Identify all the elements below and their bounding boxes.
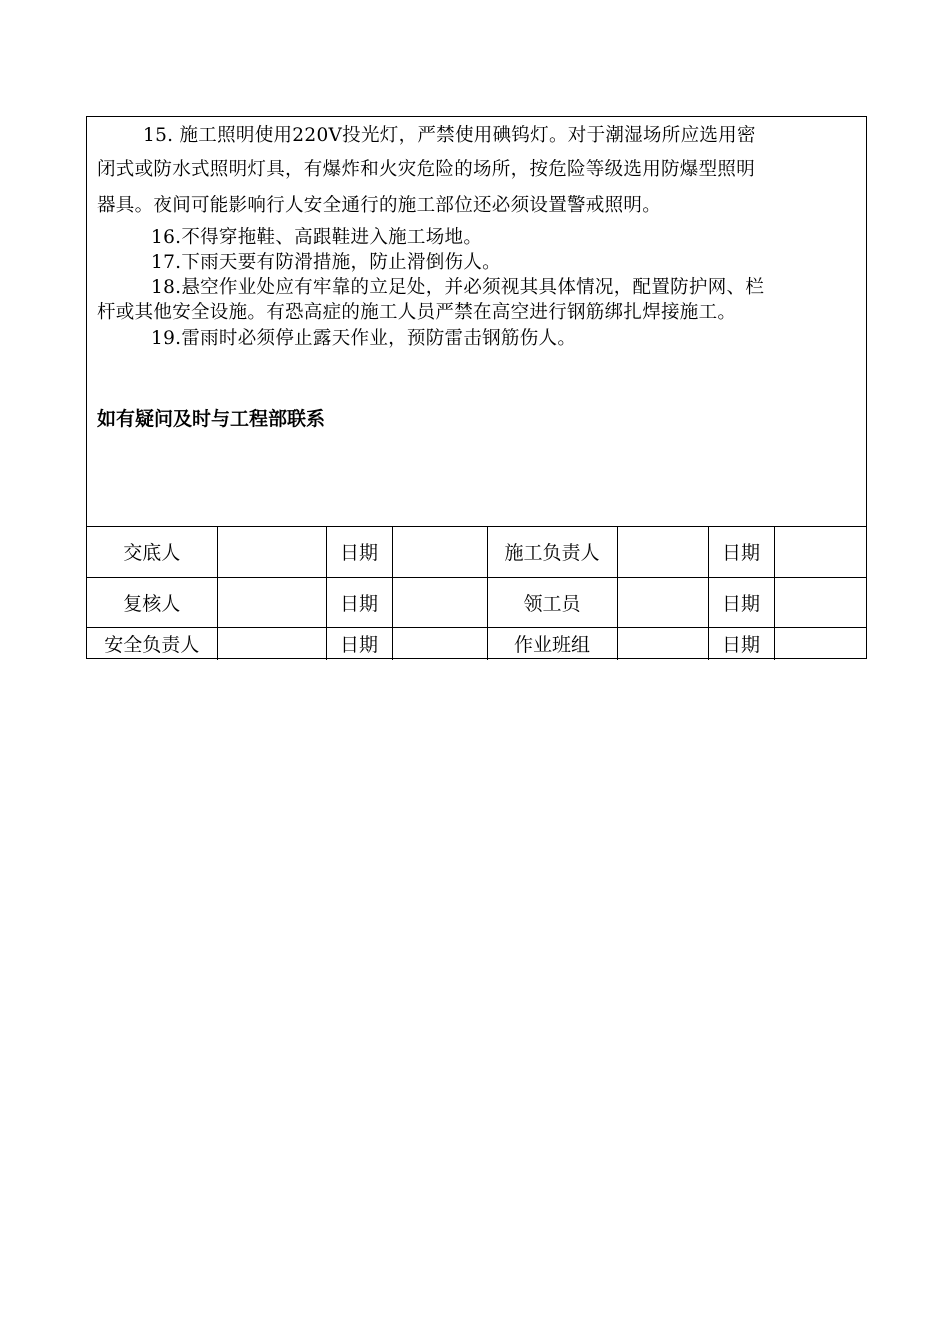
item-18-line-2: 杆或其他安全设施。有恐高症的施工人员严禁在高空进行钢筋绑扎焊接施工。 — [97, 302, 737, 323]
date-label: 日期 — [326, 627, 392, 660]
item-15-line-2: 闭式或防水式照明灯具，有爆炸和火灾危险的场所，按危险等级选用防爆型照明 — [97, 159, 756, 180]
item-15-line-3: 器具。夜间可能影响行人安全通行的施工部位还必须设置警戒照明。 — [97, 195, 662, 216]
date-label: 日期 — [708, 577, 774, 627]
item-16: 16.不得穿拖鞋、高跟鞋进入施工场地。 — [151, 227, 483, 248]
date-label: 日期 — [326, 577, 392, 627]
signature-field[interactable] — [617, 577, 708, 627]
signature-field[interactable] — [217, 627, 326, 660]
date-field[interactable] — [392, 577, 487, 627]
signature-field[interactable] — [617, 627, 708, 660]
role-label: 复核人 — [87, 577, 217, 627]
signature-table — [87, 527, 866, 660]
date-field[interactable] — [774, 527, 866, 577]
date-label: 日期 — [708, 527, 774, 577]
table-row — [87, 627, 866, 660]
date-field[interactable] — [774, 627, 866, 660]
table-row — [87, 527, 866, 577]
item-17: 17.下雨天要有防滑措施，防止滑倒伤人。 — [151, 252, 501, 273]
contact-note: 如有疑问及时与工程部联系 — [97, 408, 326, 430]
role-label: 领工员 — [487, 577, 617, 627]
date-field[interactable] — [392, 527, 487, 577]
role-label: 安全负责人 — [87, 627, 217, 660]
disclosure-form — [86, 116, 867, 659]
role-label: 作业班组 — [487, 627, 617, 660]
date-field[interactable] — [392, 627, 487, 660]
content-box — [87, 117, 866, 527]
signature-field[interactable] — [217, 527, 326, 577]
role-label: 施工负责人 — [487, 527, 617, 577]
item-19: 19.雷雨时必须停止露天作业，预防雷击钢筋伤人。 — [151, 328, 577, 349]
date-field[interactable] — [774, 577, 866, 627]
item-18-line-1: 18.悬空作业处应有牢靠的立足处，并必须视其具体情况，配置防护网、栏 — [151, 277, 765, 298]
signature-field[interactable] — [217, 577, 326, 627]
date-label: 日期 — [326, 527, 392, 577]
table-row — [87, 577, 866, 627]
item-15-line-1: 15. 施工照明使用220V投光灯，严禁使用碘钨灯。对于潮湿场所应选用密 — [143, 125, 756, 146]
signature-field[interactable] — [617, 527, 708, 577]
role-label: 交底人 — [87, 527, 217, 577]
date-label: 日期 — [708, 627, 774, 660]
